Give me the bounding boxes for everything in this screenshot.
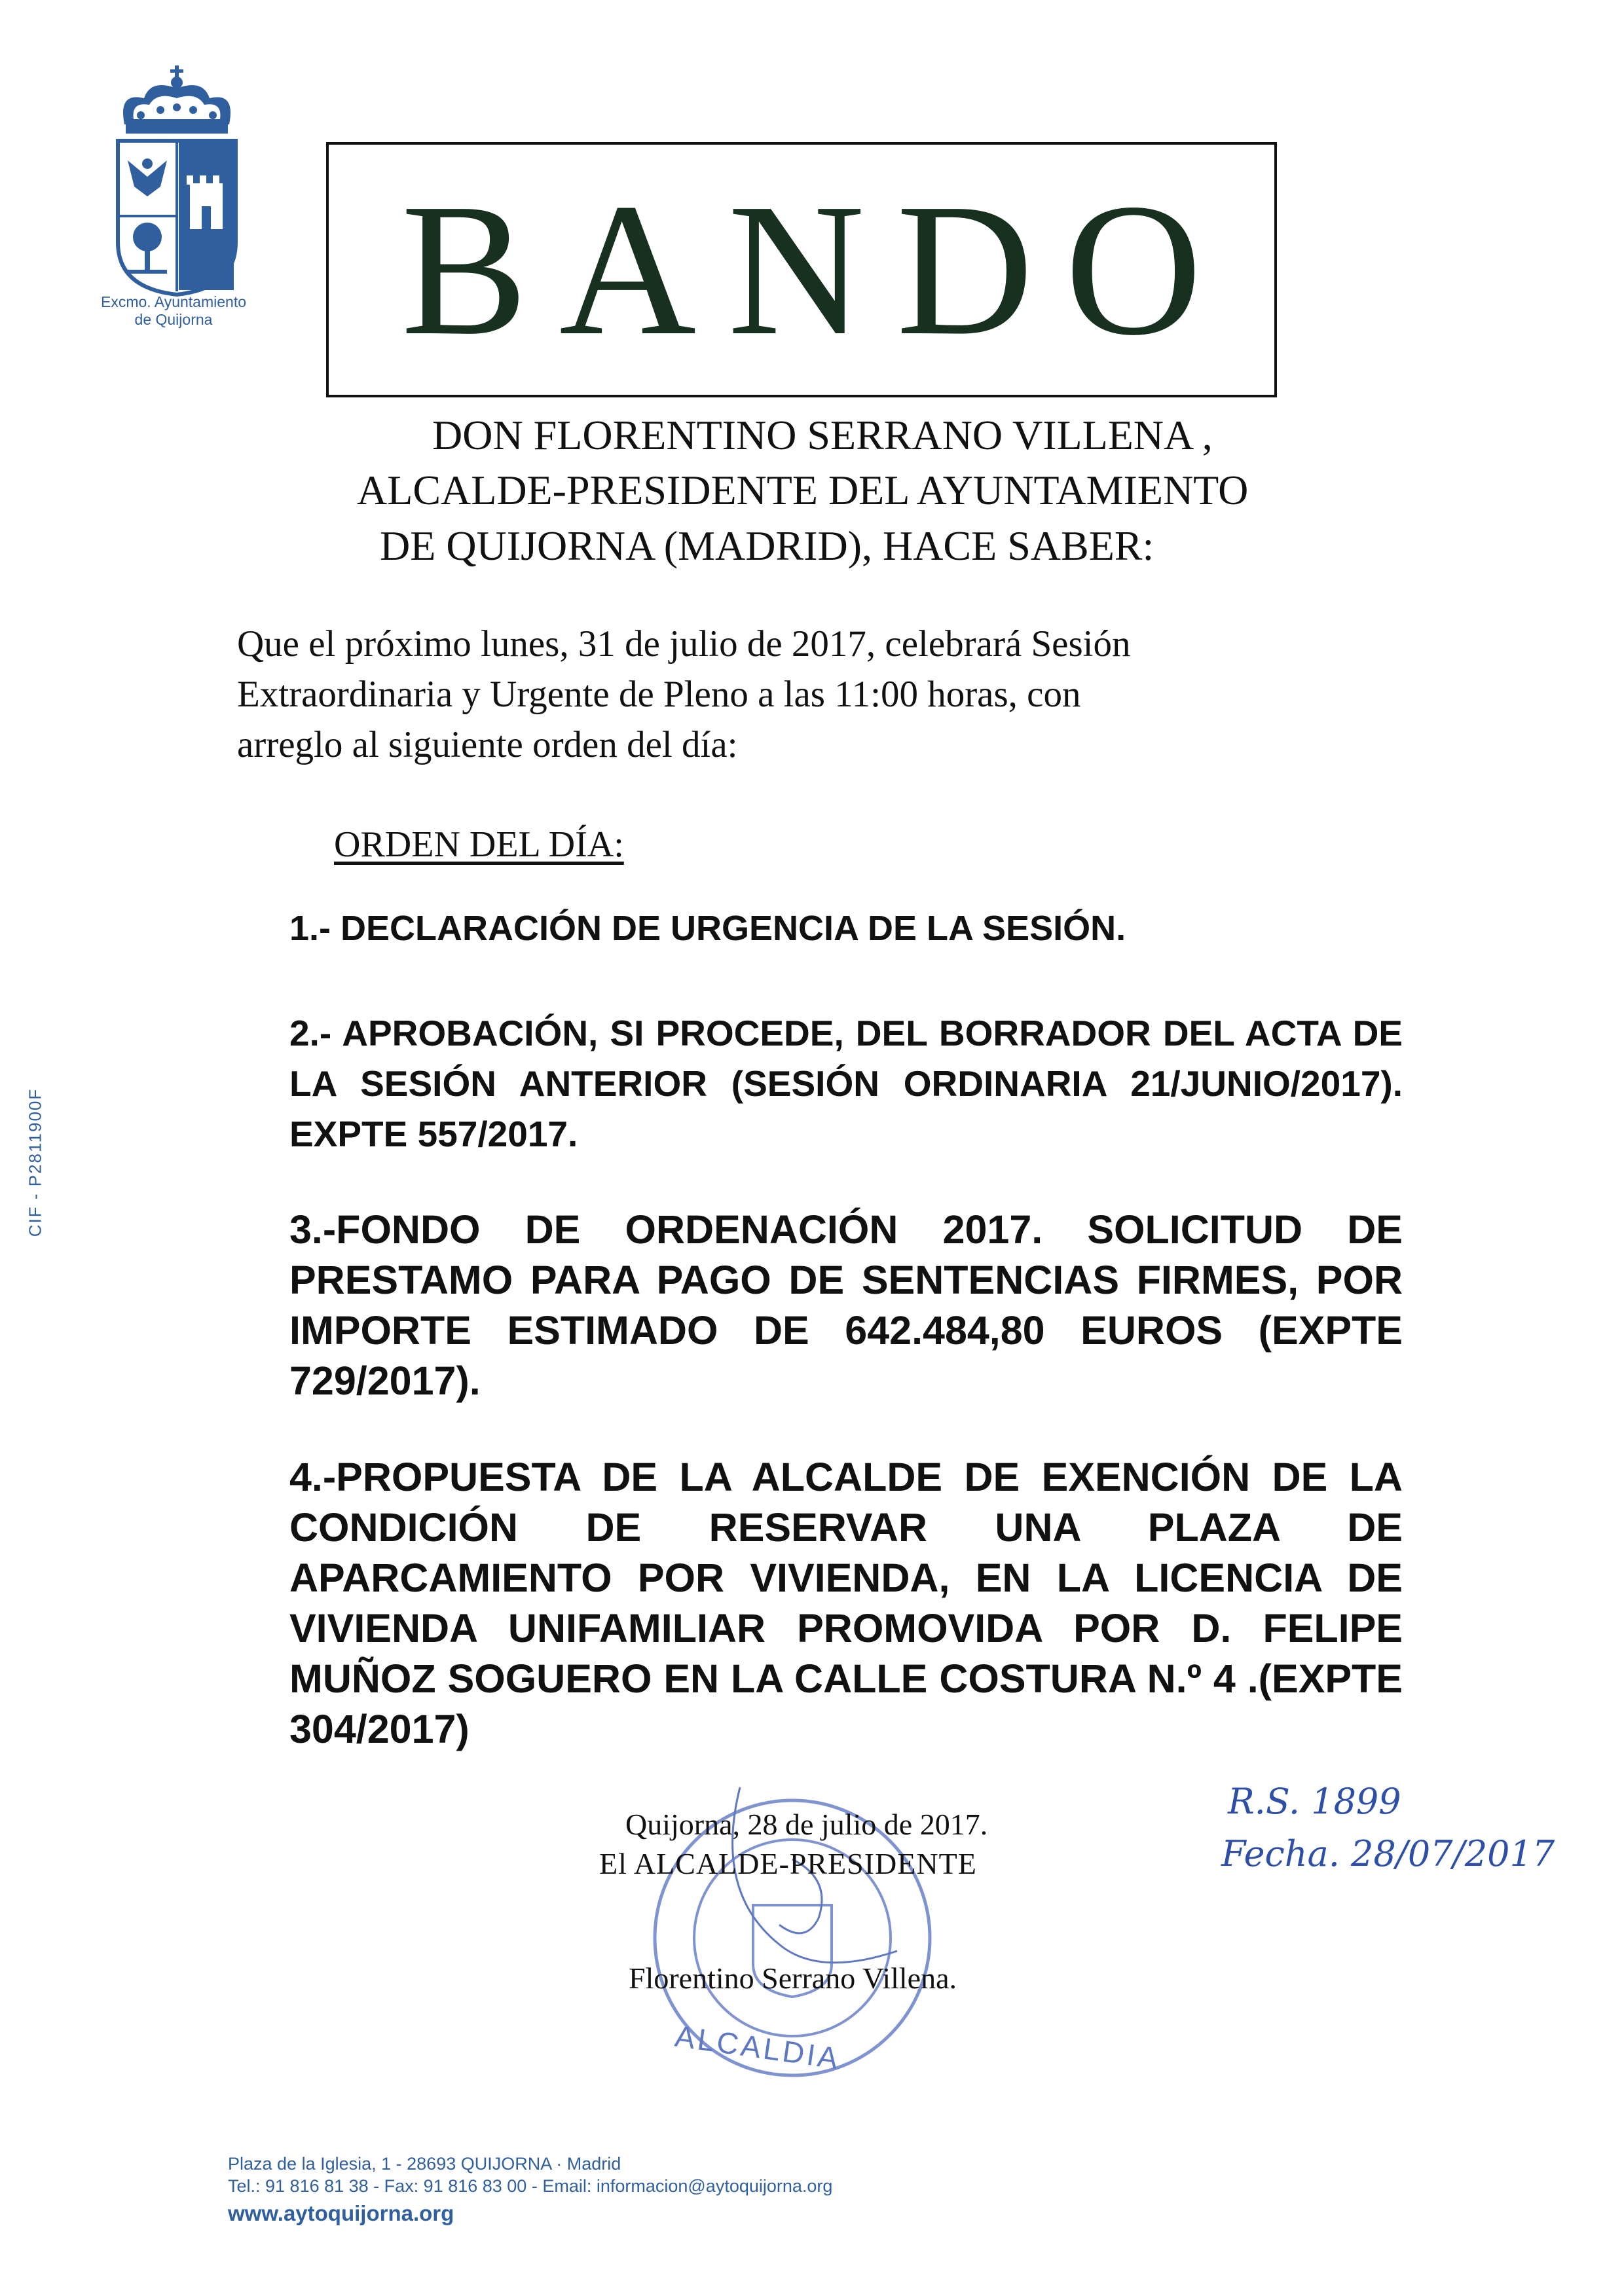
registry-number: R.S. 1899: [1228, 1781, 1401, 1822]
place-date: Quijorna, 28 de julio de 2017.: [625, 1808, 988, 1841]
agenda-item-4-text: 4.-PROPUESTA DE LA ALCALDE DE EXENCIÓN DE LA CONDICIÓN DE RESERVAR UNA PLAZA DE APARCAMIENTO POR VIVIENDA, EN LA LICENCIA DE VIVIENDA UNIFAMILIAR PROMOVIDA POR D. FELIPE MUÑOZ SOGUERO EN LA CALLE COSTURA N.º 4 .(EXPTE 304/2017): [289, 1455, 1403, 1751]
agenda-item-2-text: 2.- APROBACIÓN, SI PROCEDE, DEL BORRADOR DEL ACTA DE LA SESIÓN ANTERIOR (SESIÓN ORDINARIA 21/JUNIO/2017). EXPTE 557/2017.: [289, 1013, 1403, 1154]
agenda-item-1: [289, 903, 1403, 954]
footer-address: Plaza de la Iglesia, 1 - 28693 QUIJORNA · Madrid: [228, 2154, 621, 2174]
intro-line2: Extraordinaria y Urgente de Pleno a las 11:00 horas, con: [237, 674, 1081, 715]
heading-line1: DON FLORENTINO SERRANO VILLENA ,: [432, 412, 1213, 458]
agenda-item-3-text: 3.-FONDO DE ORDENACIÓN 2017. SOLICITUD DE PRESTAMO PARA PAGO DE SENTENCIAS FIRMES, POR IMPORTE ESTIMADO DE 642.484,80 EUROS (EXPTE 729/2017).: [289, 1207, 1403, 1403]
coat-of-arms-logo: [111, 65, 242, 321]
document-title-text: BANDO: [401, 164, 1234, 374]
stamp-text: ALCALDIA: [673, 2018, 843, 2076]
registry-date: Fecha. 28/07/2017: [1221, 1833, 1555, 1874]
document-title: [326, 142, 1277, 397]
logo-caption: [98, 293, 249, 329]
agenda-item-2: [289, 1008, 1403, 1159]
agenda-item-3: [289, 1205, 1403, 1406]
agenda-item-1-text: 1.- DECLARACIÓN DE URGENCIA DE LA SESIÓN.: [289, 909, 1126, 948]
agenda-item-4: [289, 1452, 1403, 1755]
signer-name: Florentino Serrano Villena.: [629, 1961, 957, 1995]
heading-line2: ALCALDE-PRESIDENTE DEL AYUNTAMIENTO: [357, 467, 1249, 513]
logo-caption-line1: Excmo. Ayuntamiento: [100, 293, 247, 310]
agenda-title: ORDEN DEL DÍA:: [334, 824, 624, 865]
signer-role: El ALCALDE-PRESIDENTE: [599, 1847, 977, 1880]
intro-line3: arreglo al siguiente orden del día:: [237, 724, 738, 765]
intro-line1: Que el próximo lunes, 31 de julio de 2017, celebrará Sesión: [237, 623, 1131, 665]
footer-contact: Tel.: 91 816 81 38 - Fax: 91 816 83 00 - Email: informacion@aytoquijorna.org: [228, 2176, 833, 2196]
side-cif: CIF - P2811900F: [25, 1087, 45, 1237]
logo-caption-line2: de Quijorna: [134, 311, 213, 328]
heading-line3: DE QUIJORNA (MADRID), HACE SABER:: [380, 522, 1154, 569]
footer-website[interactable]: www.aytoquijorna.org: [228, 2201, 454, 2225]
